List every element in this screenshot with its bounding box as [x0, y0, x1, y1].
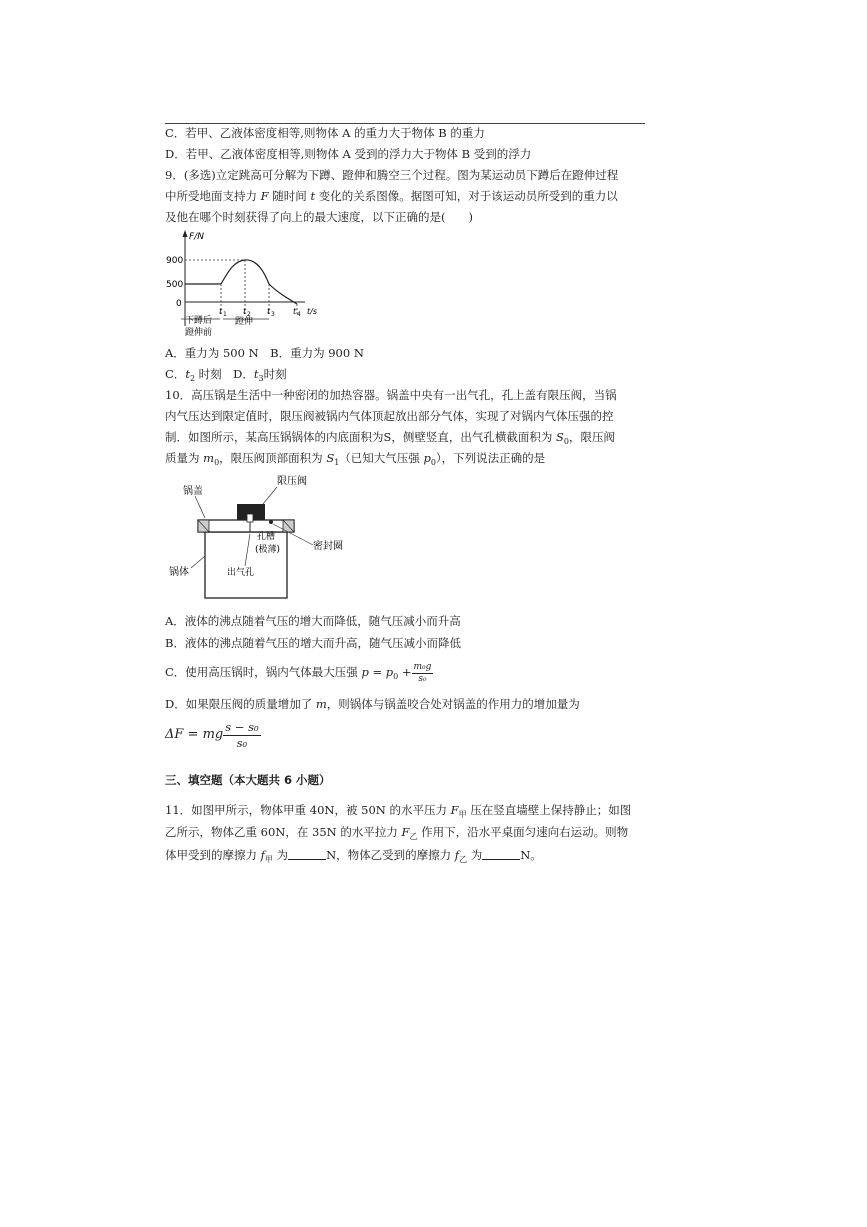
q10-stem-line-3: 制．如图所示，某高压锅锅体的内底面积为S，侧壁竖直，出气孔横截面积为 $S_0$，限压阀 [165, 430, 616, 446]
t1-sub: 1 [223, 311, 227, 318]
q8-option-d: D．若甲、乙液体密度相等,则物体 A 受到的浮力大于物体 B 受到的浮力 [165, 147, 532, 161]
phase-1-label-line-1: 下蹲后 [185, 316, 213, 326]
q8-option-c: C．若甲、乙液体密度相等,则物体 A 的重力大于物体 B 的重力 [165, 126, 485, 140]
q10-stem-line-4: 质量为 $m_0$，限压阀顶部面积为 $S_1$（已知大气压强 $p_0$），下列说法正确的是 [165, 451, 546, 467]
q10-stem-line-1: 10．高压锅是生活中一种密闭的加热容器。锅盖中央有一出气孔，孔上盖有限压阀，当锅 [165, 388, 617, 402]
body-label: 锅体 [169, 567, 189, 578]
q9-stem-line-2: 中所受地面支持力 F 随时间 t 变化的关系图像。据图可知，对于该运动员所受到的重力以 [165, 189, 618, 203]
valve-label: 限压阀 [277, 476, 307, 487]
seal-label: 密封圈 [313, 541, 343, 552]
q10-option-b: B．液体的沸点随着气压的增大而升高，随气压减小而降低 [165, 636, 461, 650]
tick-500: 500 [166, 280, 184, 290]
q10-option-c-fraction: $\frac{\text{m₀g}}{\text{s₀}}$ [413, 661, 432, 684]
t4-sub: 4 [297, 311, 301, 318]
lid-label: 锅盖 [183, 486, 203, 497]
q10-stem-line-2: 内气压达到限定值时，限压阀被锅内气体顶起放出部分气体，实现了对锅内气体压强的控 [165, 409, 614, 423]
y-axis-arrow [183, 230, 188, 237]
tick-900: 900 [166, 256, 184, 266]
t1-label: t [219, 307, 223, 316]
section-3-heading: 三、填空题（本大题共 6 小题） [165, 773, 331, 787]
seal-dot [269, 520, 273, 524]
q11-line-1: 11．如图甲所示，物体甲重 40N，被 50N 的水平压力 $F_甲$ 压在竖直墙壁上保持静止；如图 [165, 803, 632, 819]
origin-label: 0 [176, 299, 182, 309]
y-axis-label: F/N [189, 232, 204, 242]
force-time-graph [165, 228, 335, 340]
pressure-cooker-figure [165, 470, 365, 605]
q10-option-d-formula: ΔF = mg $\frac{\text{s − s₀}}{\text{s₀}}$ [165, 719, 259, 750]
phase-2-label: 蹬伸 [235, 317, 254, 327]
q9-options-cd: C．$t_2$ 时刻 D．$t_3$时刻 [165, 367, 287, 383]
q9-stem-line-3: 及他在哪个时刻获得了向上的最大速度，以下正确的是( ) [165, 210, 473, 224]
header-rule [165, 123, 645, 124]
q11-line-2: 乙所示，物体乙重 60N，在 35N 的水平拉力 $F_乙$ 作用下，沿水平桌面匀速向右运动。则物 [165, 825, 629, 841]
x-axis-label: t/s [307, 307, 317, 316]
hole-label-line-1: 孔槽 [257, 532, 276, 542]
answer-blank-2[interactable] [482, 848, 520, 860]
q10-option-c: C．使用高压锅时，锅内气体最大压强 $p = p_0$ + $\frac{\text{m₀g}}{\text{s₀}}$ [165, 661, 432, 684]
q11-line-3: 体甲受到的摩擦力 $f_甲$ 为 N，物体乙受到的摩擦力 $f_乙$ 为 N。 [165, 848, 542, 864]
t3-label: t [267, 307, 271, 316]
t4-label: t [293, 307, 297, 316]
hole-label-line-2: (极薄) [255, 545, 281, 555]
answer-blank-1[interactable] [288, 848, 326, 860]
t2-sub: 2 [247, 311, 251, 318]
q9-options-ab: A．重力为 500 N B．重力为 900 N [165, 346, 364, 360]
q10-option-a: A．液体的沸点随着气压的增大而降低，随气压减小而升高 [165, 614, 461, 628]
valve-outlet [247, 514, 253, 522]
q9-stem-line-1: 9．(多选)立定跳高可分解为下蹲、蹬伸和腾空三个过程。图为某运动员下蹲后在蹬伸过程 [165, 168, 619, 182]
t3-sub: 3 [271, 311, 275, 318]
force-curve [221, 260, 297, 304]
t2-label: t [243, 307, 247, 316]
phase-1-label-line-2: 蹬伸前 [185, 328, 213, 338]
cooker-lid [198, 520, 294, 532]
q10-option-d-fraction: $\frac{\text{s − s₀}}{\text{s₀}}$ [225, 719, 259, 750]
q10-option-d: D．如果限压阀的质量增加了 m，则锅体与锅盖咬合处对锅盖的作用力的增加量为 [165, 697, 580, 711]
outlet-label: 出气孔 [227, 568, 255, 578]
